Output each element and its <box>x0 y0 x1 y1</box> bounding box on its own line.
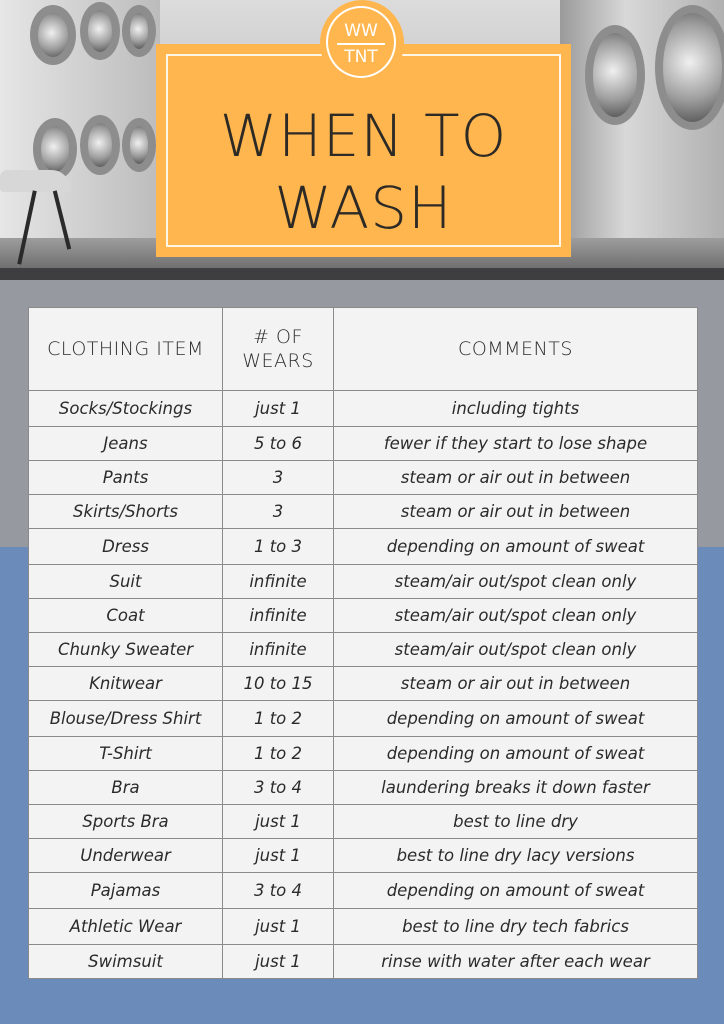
cell-comment: depending on amount of sweat <box>334 529 698 565</box>
cell-clothing-item: Pants <box>29 461 223 495</box>
cell-clothing-item: Knitwear <box>29 667 223 701</box>
cell-comment: laundering breaks it down faster <box>334 771 698 805</box>
cell-clothing-item: Dress <box>29 529 223 565</box>
cell-wears: 3 to 4 <box>223 873 334 909</box>
cell-comment: steam or air out in between <box>334 667 698 701</box>
cell-wears: just 1 <box>223 805 334 839</box>
hero-bottom-band <box>0 268 724 280</box>
cell-comment: rinse with water after each wear <box>334 945 698 979</box>
cell-clothing-item: Blouse/Dress Shirt <box>29 701 223 737</box>
cell-comment: depending on amount of sweat <box>334 701 698 737</box>
cell-comment: fewer if they start to lose shape <box>334 427 698 461</box>
logo <box>320 0 404 86</box>
table-row <box>29 427 698 461</box>
table-row <box>29 461 698 495</box>
cell-wears: 1 to 3 <box>223 529 334 565</box>
cell-wears: 1 to 2 <box>223 737 334 771</box>
page-title: WHEN TO WASH <box>219 102 508 242</box>
cell-wears: infinite <box>223 633 334 667</box>
cell-wears: just 1 <box>223 945 334 979</box>
cell-clothing-item: Underwear <box>29 839 223 873</box>
cell-wears: 3 <box>223 495 334 529</box>
table-row <box>29 633 698 667</box>
table-row <box>29 909 698 945</box>
header-wears: # OF WEARS <box>223 308 334 391</box>
cell-clothing-item: T-Shirt <box>29 737 223 771</box>
cell-clothing-item: Skirts/Shorts <box>29 495 223 529</box>
cell-wears: 3 <box>223 461 334 495</box>
cell-clothing-item: Swimsuit <box>29 945 223 979</box>
cell-clothing-item: Sports Bra <box>29 805 223 839</box>
cell-clothing-item: Bra <box>29 771 223 805</box>
cell-clothing-item: Pajamas <box>29 873 223 909</box>
cell-wears: just 1 <box>223 909 334 945</box>
table-row <box>29 839 698 873</box>
cell-wears: just 1 <box>223 839 334 873</box>
table-row <box>29 873 698 909</box>
table-header-row <box>29 308 698 391</box>
cell-clothing-item: Jeans <box>29 427 223 461</box>
cell-comment: steam or air out in between <box>334 461 698 495</box>
cell-comment: depending on amount of sweat <box>334 737 698 771</box>
cell-comment: best to line dry lacy versions <box>334 839 698 873</box>
cell-comment: steam/air out/spot clean only <box>334 633 698 667</box>
chair <box>0 170 70 192</box>
table-row <box>29 805 698 839</box>
cell-wears: just 1 <box>223 391 334 427</box>
cell-wears: infinite <box>223 565 334 599</box>
header-comments: COMMENTS <box>334 308 698 391</box>
cell-comment: best to line dry <box>334 805 698 839</box>
cell-comment: depending on amount of sweat <box>334 873 698 909</box>
cell-clothing-item: Athletic Wear <box>29 909 223 945</box>
cell-comment: steam/air out/spot clean only <box>334 565 698 599</box>
logo-line1: WW <box>344 21 378 41</box>
table-row <box>29 495 698 529</box>
cell-wears: 1 to 2 <box>223 701 334 737</box>
table-row <box>29 771 698 805</box>
table-row <box>29 565 698 599</box>
cell-clothing-item: Suit <box>29 565 223 599</box>
cell-comment: steam/air out/spot clean only <box>334 599 698 633</box>
cell-wears: 5 to 6 <box>223 427 334 461</box>
table-row <box>29 701 698 737</box>
cell-wears: 3 to 4 <box>223 771 334 805</box>
cell-comment: steam or air out in between <box>334 495 698 529</box>
table-row <box>29 945 698 979</box>
cell-wears: infinite <box>223 599 334 633</box>
table-row <box>29 391 698 427</box>
cell-comment: best to line dry tech fabrics <box>334 909 698 945</box>
logo-line2: TNT <box>344 47 378 67</box>
table-row <box>29 737 698 771</box>
table-row <box>29 667 698 701</box>
wash-frequency-table <box>28 307 698 979</box>
cell-clothing-item: Coat <box>29 599 223 633</box>
table-row <box>29 529 698 565</box>
header-clothing-item: CLOTHING ITEM <box>29 308 223 391</box>
table-row <box>29 599 698 633</box>
cell-comment: including tights <box>334 391 698 427</box>
cell-wears: 10 to 15 <box>223 667 334 701</box>
cell-clothing-item: Socks/Stockings <box>29 391 223 427</box>
cell-clothing-item: Chunky Sweater <box>29 633 223 667</box>
